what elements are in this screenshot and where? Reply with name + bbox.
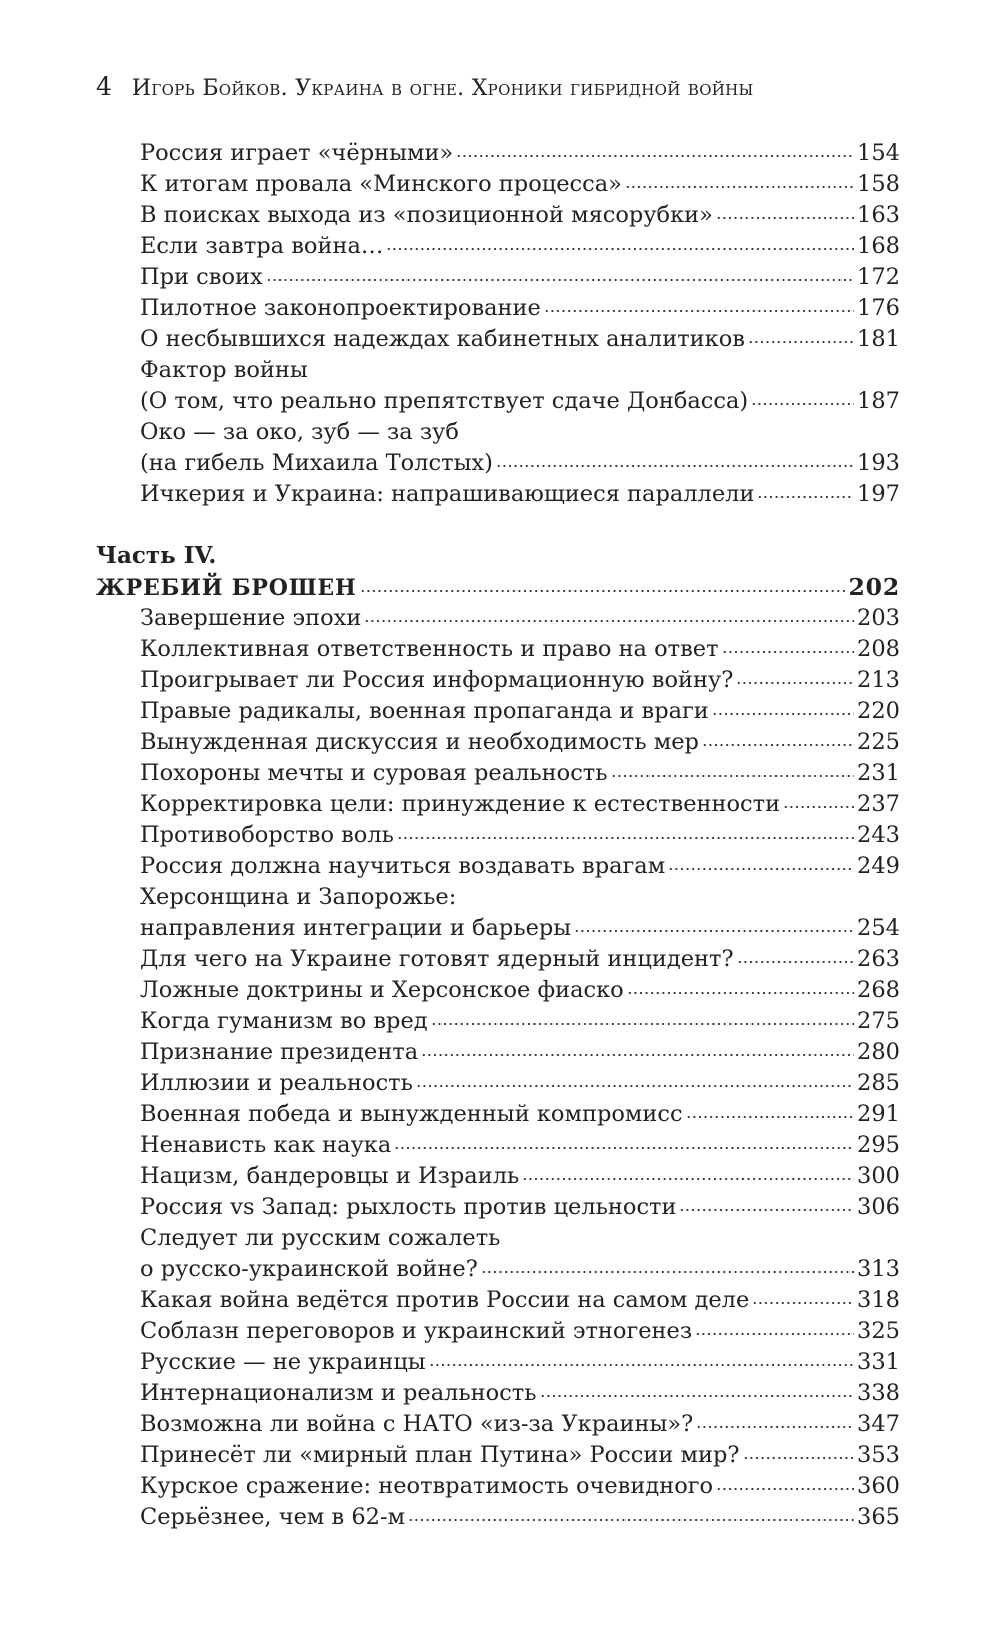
toc-entry-title: Русские — не украинцы — [140, 1349, 426, 1375]
toc-entry-page: 353 — [857, 1442, 900, 1468]
toc-entry-title: Противоборство воль — [140, 822, 394, 848]
toc-entry — [96, 293, 900, 324]
toc-entry — [96, 975, 900, 1006]
toc-entry — [96, 1192, 900, 1223]
toc-entry-page: 187 — [857, 388, 900, 414]
toc-entry-page: 193 — [857, 450, 900, 476]
toc-entry-page: 325 — [857, 1318, 900, 1344]
toc-entry-page: 237 — [857, 791, 900, 817]
toc-entry — [96, 789, 900, 820]
toc-entry-title: Если завтра война… — [140, 233, 384, 259]
part-label: Часть IV. — [96, 542, 217, 569]
toc-entry-title: Следует ли русским сожалеть — [140, 1225, 501, 1251]
toc-entry-page: 268 — [857, 977, 900, 1003]
toc-entry-title: Пилотное законопроектирование — [140, 295, 541, 321]
table-of-contents — [96, 138, 900, 1533]
toc-entry — [96, 1068, 900, 1099]
toc-entry-title: Ненависть как наука — [140, 1132, 392, 1158]
toc-entry-page: 254 — [857, 915, 900, 941]
toc-entry — [96, 231, 900, 262]
toc-entry-title: Для чего на Украине готовят ядерный инцидент? — [140, 946, 734, 972]
dot-leader — [496, 465, 854, 467]
toc-entry-page: 243 — [857, 822, 900, 848]
toc-entry-page: 338 — [857, 1380, 900, 1406]
part-title-row — [96, 572, 900, 603]
toc-entry — [96, 1099, 900, 1130]
toc-entry-title: Похороны мечты и суровая реальность — [140, 760, 608, 786]
toc-entry — [96, 1409, 900, 1440]
toc-entry-page: 208 — [857, 636, 900, 662]
toc-entry-page: 291 — [857, 1101, 900, 1127]
part-title: ЖРЕБИЙ БРОШЕН — [96, 575, 357, 601]
toc-entry-title: Фактор войны — [140, 357, 308, 383]
toc-entry-title: Завершение эпохи — [140, 605, 362, 631]
dot-leader — [394, 1147, 854, 1149]
toc-entry-page: 172 — [857, 264, 900, 290]
toc-entry-title: Корректировка цели: принуждение к естественности — [140, 791, 781, 817]
toc-entry — [96, 1440, 900, 1471]
toc-entry-page: 300 — [857, 1163, 900, 1189]
toc-entry-title: О несбывшихся надеждах кабинетных аналитиков — [140, 326, 745, 352]
toc-entry — [96, 1378, 900, 1409]
dot-leader — [421, 1054, 854, 1056]
dot-leader — [696, 1426, 854, 1428]
dot-leader — [397, 837, 854, 839]
toc-entry-title: Око — за око, зуб — за зуб — [140, 419, 459, 445]
toc-entry — [96, 1316, 900, 1347]
dot-leader — [625, 186, 854, 188]
dot-leader — [743, 1457, 855, 1459]
toc-entry-title: Признание президента — [140, 1039, 419, 1065]
toc-entry — [96, 634, 900, 665]
toc-entry-title: направления интеграции и барьеры — [140, 915, 572, 941]
toc-entry-page: 285 — [857, 1070, 900, 1096]
toc-entry — [96, 1471, 900, 1502]
dot-leader — [266, 279, 854, 281]
toc-entry-page: 163 — [857, 202, 900, 228]
dot-leader — [540, 1395, 855, 1397]
toc-entry — [96, 169, 900, 200]
toc-entry-title: Ичкерия и Украина: напрашивающиеся параллели — [140, 481, 755, 507]
toc-entry — [96, 1223, 900, 1254]
toc-entry-page: 225 — [857, 729, 900, 755]
toc-entry — [96, 355, 900, 386]
toc-entry-title: Вынужденная дискуссия и необходимость мер — [140, 729, 699, 755]
toc-entry — [96, 386, 900, 417]
toc-entry-page: 347 — [857, 1411, 900, 1437]
toc-entry-page: 203 — [857, 605, 900, 631]
toc-entry — [96, 665, 900, 696]
dot-leader — [722, 651, 854, 653]
toc-entry — [96, 727, 900, 758]
toc-entry — [96, 1006, 900, 1037]
toc-entry-title: Ложные доктрины и Херсонское фиаско — [140, 977, 624, 1003]
running-title: Игорь Бойков. Украина в огне. Хроники гибридной войны — [131, 76, 754, 101]
toc-entry-page: 249 — [857, 853, 900, 879]
dot-leader — [408, 1519, 854, 1521]
toc-entry-page: 275 — [857, 1008, 900, 1034]
toc-entry-title: Россия vs Запад: рыхлость против цельности — [140, 1194, 677, 1220]
dot-leader — [386, 248, 854, 250]
toc-entry-page: 280 — [857, 1039, 900, 1065]
toc-entry — [96, 479, 900, 510]
toc-entry — [96, 1254, 900, 1285]
dot-leader — [416, 1085, 854, 1087]
dot-leader — [431, 1023, 854, 1025]
toc-entry-title: Какая война ведётся против России на самом деле — [140, 1287, 750, 1313]
dot-leader — [627, 992, 854, 994]
dot-leader — [752, 1302, 854, 1304]
dot-leader — [456, 155, 854, 157]
dot-leader — [737, 961, 855, 963]
dot-leader — [574, 930, 854, 932]
toc-entry-page: 313 — [857, 1256, 900, 1282]
section-spacer — [96, 510, 900, 540]
toc-entry-title: Иллюзии и реальность — [140, 1070, 413, 1096]
dot-leader — [757, 496, 854, 498]
toc-entry — [96, 820, 900, 851]
toc-entry-title: Принесёт ли «мирный план Путина» России мир? — [140, 1442, 740, 1468]
dot-leader — [716, 1488, 854, 1490]
toc-entry-page: 306 — [857, 1194, 900, 1220]
toc-entry — [96, 882, 900, 913]
page-number: 4 — [96, 72, 112, 101]
dot-leader — [481, 1271, 854, 1273]
toc-entry-title: В поисках выхода из «позиционной мясорубки» — [140, 202, 713, 228]
dot-leader — [702, 744, 854, 746]
toc-entry-title: Россия играет «чёрными» — [140, 140, 454, 166]
toc-entry-title: Интернационализм и реальность — [140, 1380, 537, 1406]
dot-leader — [712, 713, 854, 715]
toc-entry-title: Соблазн переговоров и украинский этногенез — [140, 1318, 693, 1344]
toc-entry-title: Курское сражение: неотвратимость очевидного — [140, 1473, 714, 1499]
toc-entry — [96, 1347, 900, 1378]
toc-entry — [96, 758, 900, 789]
toc-entry — [96, 138, 900, 169]
toc-entry — [96, 448, 900, 479]
dot-leader — [751, 403, 854, 405]
dot-leader — [716, 217, 854, 219]
dot-leader — [360, 590, 846, 592]
toc-entry-title: Проигрывает ли Россия информационную войну? — [140, 667, 734, 693]
dot-leader — [364, 620, 854, 622]
toc-entry-page: 220 — [857, 698, 900, 724]
toc-entry-page: 365 — [857, 1504, 900, 1530]
dot-leader — [544, 310, 854, 312]
dot-leader — [748, 341, 854, 343]
dot-leader — [429, 1364, 854, 1366]
toc-entry-page: 168 — [857, 233, 900, 259]
toc-entry-title: о русско-украинской войне? — [140, 1256, 478, 1282]
toc-entry-title: Правые радикалы, военная пропаганда и враги — [140, 698, 709, 724]
dot-leader — [611, 775, 855, 777]
toc-entry-title: Херсонщина и Запорожье: — [140, 884, 457, 910]
toc-entry-title: (О том, что реально препятствует сдаче Донбасса) — [140, 388, 749, 414]
toc-entry — [96, 1285, 900, 1316]
toc-entry-title: К итогам провала «Минского процесса» — [140, 171, 622, 197]
toc-entry — [96, 1130, 900, 1161]
toc-entry — [96, 417, 900, 448]
toc-entry — [96, 1161, 900, 1192]
toc-entry-page: 231 — [857, 760, 900, 786]
toc-entry-title: Военная победа и вынужденный компромисс — [140, 1101, 683, 1127]
toc-entry — [96, 944, 900, 975]
toc-section-part4 — [96, 603, 900, 1533]
toc-entry-title: Когда гуманизм во вред — [140, 1008, 428, 1034]
toc-entry — [96, 696, 900, 727]
part-page-number: 202 — [848, 573, 900, 601]
dot-leader — [783, 806, 854, 808]
toc-entry — [96, 1037, 900, 1068]
toc-entry-page: 263 — [857, 946, 900, 972]
toc-entry — [96, 262, 900, 293]
toc-entry-page: 295 — [857, 1132, 900, 1158]
dot-leader — [695, 1333, 854, 1335]
toc-section-part3 — [96, 138, 900, 510]
toc-entry-title: При своих — [140, 264, 263, 290]
toc-entry-title: Возможна ли война с НАТО «из-за Украины»? — [140, 1411, 694, 1437]
toc-entry-page: 213 — [857, 667, 900, 693]
toc-entry-title: Серьёзнее, чем в 62-м — [140, 1504, 406, 1530]
toc-entry — [96, 603, 900, 634]
toc-entry — [96, 324, 900, 355]
toc-entry-page: 181 — [857, 326, 900, 352]
dot-leader — [668, 868, 854, 870]
dot-leader — [686, 1116, 854, 1118]
toc-entry-page: 158 — [857, 171, 900, 197]
toc-entry-page: 176 — [857, 295, 900, 321]
toc-entry-page: 331 — [857, 1349, 900, 1375]
toc-entry-page: 154 — [857, 140, 900, 166]
toc-entry-page: 360 — [857, 1473, 900, 1499]
dot-leader — [736, 682, 854, 684]
toc-entry — [96, 913, 900, 944]
toc-entry-title: Россия должна научиться воздавать врагам — [140, 853, 666, 879]
toc-entry-title: (на гибель Михаила Толстых) — [140, 450, 493, 476]
toc-entry — [96, 851, 900, 882]
toc-entry-page: 318 — [857, 1287, 900, 1313]
toc-entry — [96, 1502, 900, 1533]
toc-entry-page: 197 — [857, 481, 900, 507]
toc-entry-title: Коллективная ответственность и право на ответ — [140, 636, 719, 662]
dot-leader — [522, 1178, 854, 1180]
toc-entry-title: Нацизм, бандеровцы и Израиль — [140, 1163, 520, 1189]
dot-leader — [679, 1209, 854, 1211]
toc-entry — [96, 200, 900, 231]
running-header — [96, 72, 916, 112]
